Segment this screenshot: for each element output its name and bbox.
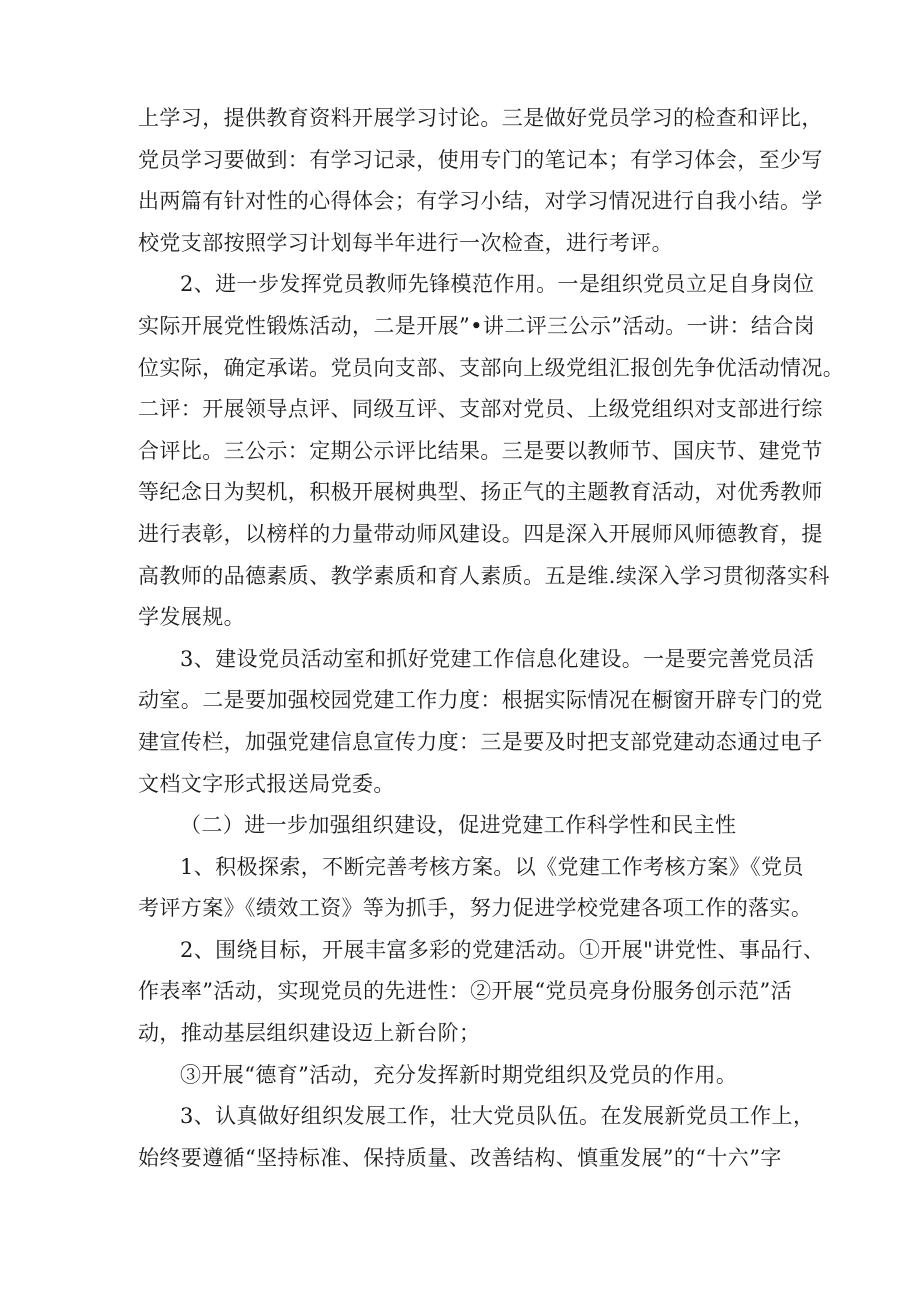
paragraph-start-line: 3、认真做好组织发展工作，壮大党员队伍。在发展新党员工作上， bbox=[180, 1104, 815, 1129]
text-line: 校党支部按照学习计划每半年进行一次检查，进行考评。 bbox=[138, 230, 673, 255]
text-line: 作表率”活动，实现党员的先进性：②开展“党员亮身份服务创示范”活 bbox=[138, 979, 793, 1004]
text-line: 学发展规。 bbox=[138, 605, 245, 630]
paragraph-start-line: 2、进一步发挥党员教师先锋模范作用。一是组织党员立足自身岗位 bbox=[180, 272, 815, 297]
text-line: 动室。二是要加强校园党建工作力度：根据实际情况在橱窗开辟专门的党 bbox=[138, 688, 823, 713]
text-line: 等纪念日为契机，积极开展树典型、扬正气的主题教育活动，对优秀教师 bbox=[138, 480, 823, 505]
text-line: 党员学习要做到：有学习记录，使用专门的笔记本；有学习体会，至少写 bbox=[138, 147, 823, 172]
text-line: 进行表彰，以榜样的力量带动师风建设。四是深入开展师风师德教育，提 bbox=[138, 521, 823, 546]
section-heading: （二）进一步加强组织建设，促进党建工作科学性和民主性 bbox=[180, 813, 737, 838]
paragraph-start-line: 2、围绕目标，开展丰富多彩的党建活动。①开展"讲党性、事品行、 bbox=[180, 937, 825, 962]
text-line: 二评：开展领导点评、同级互评、支部对党员、上级党组织对支部进行综 bbox=[138, 397, 823, 422]
text-line: 考评方案》《绩效工资》等为抓手，努力促进学校党建各项工作的落实。 bbox=[138, 896, 813, 921]
text-line: 出两篇有针对性的心得体会；有学习小结，对学习情况进行自我小结。学 bbox=[138, 189, 823, 214]
text-line: 合评比。三公示：定期公示评比结果。三是要以教师节、国庆节、建党节 bbox=[138, 438, 823, 463]
text-line: 始终要遵循“坚持标准、保持质量、改善结构、慎重发展”的“十六”字 bbox=[138, 1145, 782, 1170]
text-line: 实际开展党性锻炼活动，二是开展”•讲二评三公示”活动。一讲：结合岗 bbox=[138, 313, 816, 338]
paragraph-start-line: ③开展“德育”活动，充分发挥新时期党组织及党员的作用。 bbox=[180, 1062, 738, 1087]
text-line: 文档文字形式报送局党委。 bbox=[138, 771, 395, 796]
text-line: 动，推动基层组织建设迈上新台阶； bbox=[138, 1021, 481, 1046]
text-line: 位实际，确定承诺。党员向支部、支部向上级党组汇报创先争优活动情况。 bbox=[138, 355, 845, 380]
paragraph-start-line: 3、建设党员活动室和抓好党建工作信息化建设。一是要完善党员活 bbox=[180, 646, 815, 671]
text-line: 高教师的品德素质、教学素质和育人素质。五是维.续深入学习贯彻落实科 bbox=[138, 563, 830, 588]
document-body bbox=[138, 98, 845, 1179]
text-line: 上学习，提供教育资料开展学习讨论。三是做好党员学习的检查和评比， bbox=[138, 106, 823, 130]
paragraph-start-line: 1、积极探索，不断完善考核方案。以《党建工作考核方案》《党员 bbox=[180, 854, 804, 879]
text-line: 建宣传栏，加强党建信息宣传力度：三是要及时把支部党建动态通过电子 bbox=[138, 729, 823, 754]
